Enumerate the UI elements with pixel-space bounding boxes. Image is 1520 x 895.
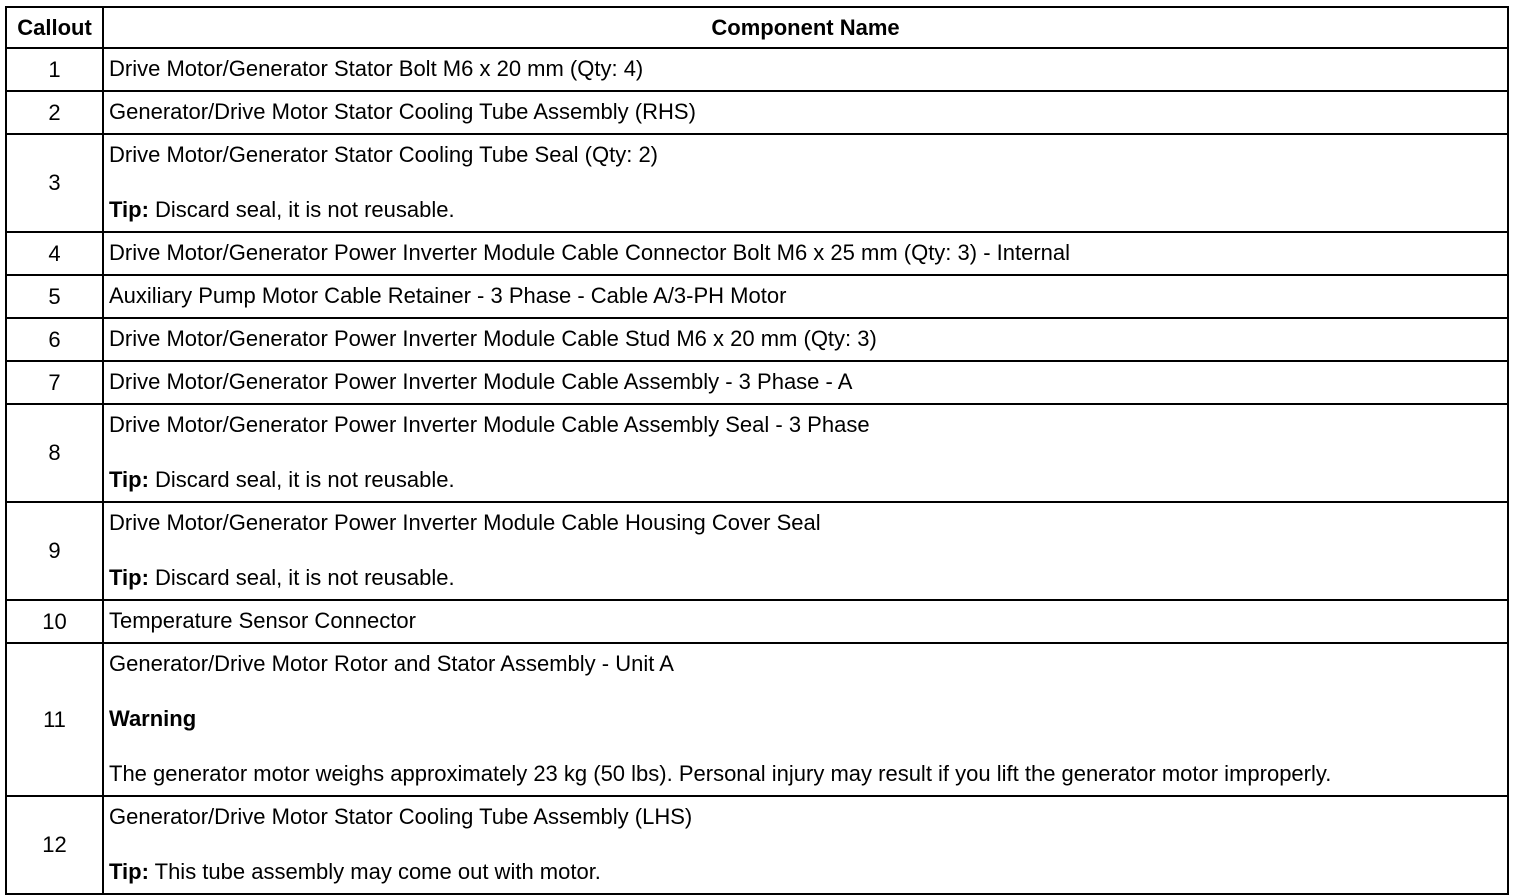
table-row [6,275,1508,318]
callout-number: 1 [6,48,103,91]
table-row [6,318,1508,361]
table-row [6,404,1508,502]
tip-text: Discard seal, it is not reusable. [148,565,455,590]
table-row [6,796,1508,894]
table-header-row [6,7,1508,48]
callout-number: 10 [6,600,103,643]
tip-note [109,467,1503,493]
component-name: Generator/Drive Motor Stator Cooling Tube Assembly (RHS) [109,99,696,124]
tip-note [109,197,1503,223]
component-name: Drive Motor/Generator Power Inverter Module Cable Stud M6 x 20 mm (Qty: 3) [109,326,877,351]
table-row [6,600,1508,643]
table-row [6,48,1508,91]
tip-label: Tip: [109,197,149,222]
callout-number: 11 [6,643,103,796]
callout-column-header: Callout [6,7,103,48]
component-name-cell [103,404,1508,502]
callout-number: 4 [6,232,103,275]
table-row [6,502,1508,600]
tip-note [109,565,1503,591]
spacer [109,536,1503,565]
component-table-wrapper [5,6,1507,895]
spacer [109,438,1503,467]
component-table [5,6,1509,895]
component-name-cell [103,318,1508,361]
table-row [6,232,1508,275]
table-row [6,134,1508,232]
spacer [109,830,1503,859]
component-name: Generator/Drive Motor Rotor and Stator Assembly - Unit A [109,651,674,676]
callout-number: 6 [6,318,103,361]
component-name: Drive Motor/Generator Power Inverter Module Cable Assembly - 3 Phase - A [109,369,853,394]
component-name: Drive Motor/Generator Power Inverter Module Cable Housing Cover Seal [109,510,821,535]
component-name-cell [103,48,1508,91]
callout-number: 9 [6,502,103,600]
component-name: Drive Motor/Generator Power Inverter Module Cable Assembly Seal - 3 Phase [109,412,870,437]
component-name-cell [103,91,1508,134]
component-name: Temperature Sensor Connector [109,608,416,633]
warning-text: The generator motor weighs approximately 23 kg (50 lbs). Personal injury may result if you lift the generator motor improperly. [109,761,1332,786]
component-name-cell [103,502,1508,600]
component-name-cell [103,232,1508,275]
component-name-cell [103,134,1508,232]
tip-label: Tip: [109,565,149,590]
callout-number: 5 [6,275,103,318]
callout-number: 8 [6,404,103,502]
callout-number: 12 [6,796,103,894]
component-name-cell [103,361,1508,404]
component-name: Drive Motor/Generator Stator Cooling Tube Seal (Qty: 2) [109,142,659,167]
component-name: Generator/Drive Motor Stator Cooling Tube Assembly (LHS) [109,804,693,829]
table-row [6,91,1508,134]
tip-text: Discard seal, it is not reusable. [148,467,455,492]
component-name-cell [103,796,1508,894]
callout-number: 3 [6,134,103,232]
component-name-cell [103,275,1508,318]
tip-text: Discard seal, it is not reusable. [148,197,455,222]
component-name: Drive Motor/Generator Stator Bolt M6 x 20 mm (Qty: 4) [109,56,644,81]
spacer [109,677,1503,706]
spacer [109,732,1503,761]
callout-number: 2 [6,91,103,134]
warning-heading [109,706,1503,732]
component-name-cell [103,600,1508,643]
warning-label: Warning [109,706,197,731]
table-row [6,643,1508,796]
component-name: Auxiliary Pump Motor Cable Retainer - 3 Phase - Cable A/3-PH Motor [109,283,787,308]
component-name: Drive Motor/Generator Power Inverter Module Cable Connector Bolt M6 x 25 mm (Qty: 3) - Internal [109,240,1071,265]
tip-note [109,859,1503,885]
table-row [6,361,1508,404]
tip-label: Tip: [109,859,149,884]
spacer [109,168,1503,197]
component-name-cell [103,643,1508,796]
tip-text: This tube assembly may come out with motor. [148,859,601,884]
callout-number: 7 [6,361,103,404]
tip-label: Tip: [109,467,149,492]
component-name-column-header: Component Name [103,7,1508,48]
